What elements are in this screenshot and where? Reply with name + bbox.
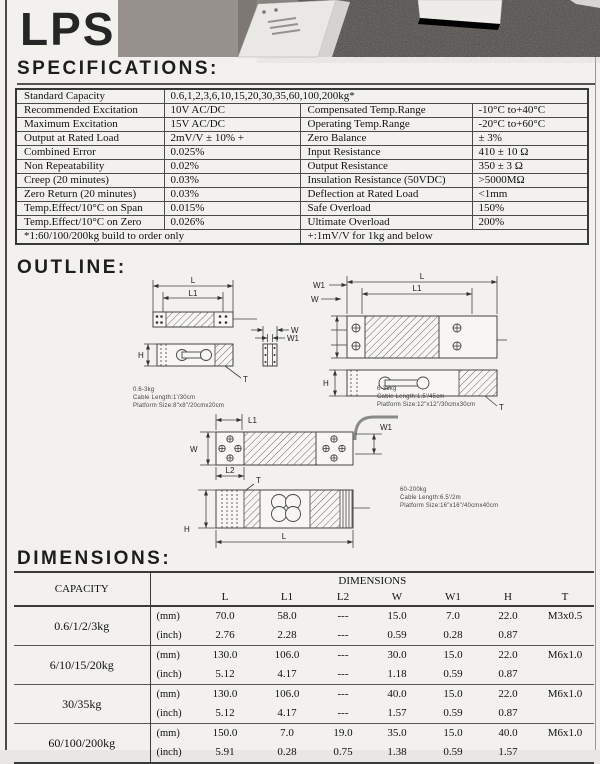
dims-cell: 0.75 [333,746,353,758]
dims-cell: --- [337,629,349,641]
caption-platform: Platform Size:16"x16"/40cmx40cm [400,503,499,510]
dim-label-L1: L1 [248,416,257,425]
dim-label-W1: W1 [380,423,392,432]
dims-cell: 7.0 [426,606,480,626]
dim-label-W: W [190,445,198,454]
dim-label-L2: L2 [225,466,235,475]
dims-unit-cell: (mm) [150,685,194,705]
dims-cell: 106.0 [256,685,318,705]
dims-cell [536,665,594,685]
dims-cell: --- [318,606,368,626]
dims-cell: 22.0 [480,646,536,666]
dims-cell: 1.57 [387,707,407,719]
dim-label-W1: W1 [287,334,299,343]
dim-label-L: L [281,532,287,541]
spec-row [16,104,588,118]
spec-label-cell: Recommended Excitation [16,104,164,118]
spec-value-cell: 410 ± 10 Ω [472,146,588,160]
spec-row [16,118,588,132]
dims-capacity-cell: 60/100/200kg [14,724,150,764]
dims-cell: 2.28 [277,629,297,641]
side-view [138,344,248,384]
dims-cell: 15.0 [426,724,480,744]
product-title: LPS [20,3,116,55]
dims-unit-cell: (mm) [150,646,194,666]
spec-value-cell: -20°C to+60°C [472,118,588,132]
dims-cell: 130.0 [194,685,256,705]
spec-row [16,132,588,146]
dims-cell: 15.0 [426,685,480,705]
dims-cell: 40.0 [480,724,536,744]
spec-label-cell: Input Resistance [300,146,472,160]
dims-cell: 15.0 [426,646,480,666]
dims-col-W1: W1 [426,589,480,606]
dim-label-T: T [243,375,248,384]
dims-cell: 22.0 [480,606,536,626]
spec-value-cell: 0.02% [164,160,300,174]
dims-capacity-cell: 0.6/1/2/3kg [14,606,150,646]
dims-capacity-header: CAPACITY [14,572,150,606]
spec-value-cell: 0.03% [164,188,300,202]
dims-col-L1: L1 [256,589,318,606]
dims-cell: 35.0 [368,724,426,744]
dims-cell: 22.0 [480,685,536,705]
dim-label-L: L [190,276,196,285]
dims-cell: 0.59 [443,707,463,719]
spec-label-cell: Combined Error [16,146,164,160]
dims-cell: 150.0 [194,724,256,744]
dims-cell: 1.18 [387,668,407,680]
dims-cell: 0.87 [498,668,518,680]
dims-cell: 0.59 [443,746,463,758]
dims-cell: 106.0 [256,646,318,666]
spec-label-cell: Safe Overload [300,202,472,216]
dims-col-W: W [368,589,426,606]
end-view [251,326,300,366]
dims-cell: 4.17 [277,668,297,680]
dims-cell: 19.0 [318,724,368,744]
dims-cell: 4.17 [277,707,297,719]
dims-cell: 0.59 [387,629,407,641]
spec-value-cell: 15V AC/DC [164,118,300,132]
caption-range: 6-35kg [377,386,397,392]
caption-cable: Cable Length:6.5'/2m [400,495,461,502]
spec-row [16,146,588,160]
caption-platform: Platform Size:8"x8"/20cmx20cm [133,403,225,410]
product-photo [118,0,600,57]
dims-cell: --- [318,646,368,666]
dims-cell: 130.0 [194,646,256,666]
dim-label-T: T [499,403,504,412]
spec-value-cell: <1mm [472,188,588,202]
spec-label-cell: Creep (20 minutes) [16,174,164,188]
dims-cell: 0.59 [443,668,463,680]
spec-label-cell: Zero Return (20 minutes) [16,188,164,202]
dims-row-mm [14,685,594,705]
outline-heading: OUTLINE: [17,257,127,278]
dim-label-H: H [184,525,190,534]
dims-unit-cell: (mm) [150,606,194,626]
spec-label-cell: Temp.Effect/10°C on Zero [16,216,164,230]
caption-range: 60-200kg [400,487,427,493]
dims-capacity-cell: 30/35kg [14,685,150,724]
specifications-heading: SPECIFICATIONS: [17,58,219,79]
spec-row [16,89,588,104]
spec-label-cell: Deflection at Rated Load [300,188,472,202]
dims-cell: 58.0 [256,606,318,626]
dimensions-heading: DIMENSIONS: [17,548,172,569]
dimensions-table [14,571,594,764]
spec-label-cell: Temp.Effect/10°C on Span [16,202,164,216]
dims-header-row [14,572,594,589]
dims-row-mm [14,606,594,626]
dims-row-mm [14,724,594,744]
spec-value-cell: ± 3% [472,132,588,146]
bottom-view [184,490,370,534]
dims-cell: 1.57 [498,746,518,758]
dims-cell: M3x0.5 [536,606,594,626]
dims-cell: 0.28 [277,746,297,758]
specifications-rule [17,83,595,85]
dim-label-L1: L1 [412,284,422,293]
dim-label-W: W [291,326,299,335]
dims-cell: 0.87 [498,629,518,641]
spec-label-cell: Compensated Temp.Range [300,104,472,118]
dims-cell: --- [337,707,349,719]
dims-cell: 70.0 [194,606,256,626]
dims-cell: M6x1.0 [536,646,594,666]
dims-cell: 1.38 [387,746,407,758]
dim-label-W1: W1 [313,281,325,290]
dims-unit-cell: (inch) [156,630,182,641]
dim-label-H: H [138,351,144,360]
spec-value-cell: 0.03% [164,174,300,188]
spec-value-cell: 200% [472,216,588,230]
dims-cell: 5.12 [215,707,235,719]
spec-value-cell: 350 ± 3 Ω [472,160,588,174]
spec-footnote-right: +:1mV/V for 1kg and below [300,230,588,245]
dims-col-L2: L2 [318,589,368,606]
spec-row [16,160,588,174]
spec-label-cell: Insulation Resistance (50VDC) [300,174,472,188]
spec-row [16,216,588,230]
dims-cell [536,626,594,646]
dims-cell: 0.28 [443,629,463,641]
spec-footnote-row [16,230,588,245]
dims-unit-cell: (inch) [156,747,182,758]
dims-cell [536,704,594,724]
spec-label-cell: Output at Rated Load [16,132,164,146]
dims-cell: 2.76 [215,629,235,641]
spec-label-cell: Non Repeatability [16,160,164,174]
specifications-table [15,88,589,245]
spec-value-cell: 10V AC/DC [164,104,300,118]
spec-value-cell: 0.026% [164,216,300,230]
dims-capacity-cell: 6/10/15/20kg [14,646,150,685]
page-left-edge [5,0,7,750]
dims-cell: 40.0 [368,685,426,705]
top-view [190,417,398,465]
dim-label-H: H [323,379,329,388]
spec-value-cell: 2mV/V ± 10% + [164,132,300,146]
top-view [347,316,507,358]
dims-cell: 15.0 [368,606,426,626]
spec-value-cell: 0.6,1,2,3,6,10,15,20,30,35,60,100,200kg* [164,89,588,104]
drawing-caption-large [400,486,498,510]
spec-value-cell: 0.015% [164,202,300,216]
dims-col-T: T [536,589,594,606]
spec-label-cell: Standard Capacity [16,89,164,104]
drawing-caption-medium [377,385,475,409]
caption-platform: Platform Size:12"x12"/30cmx30cm [377,402,476,409]
spec-row [16,202,588,216]
spec-label-cell: Maximum Excitation [16,118,164,132]
spec-footnote-left: *1:60/100/200kg build to order only [16,230,300,245]
spec-row [16,188,588,202]
dims-col-L: L [194,589,256,606]
drawing-caption-small [133,386,224,410]
spec-label-cell: Operating Temp.Range [300,118,472,132]
dims-unit-cell: (mm) [150,724,194,744]
dim-label-L1: L1 [188,289,198,298]
dims-cell: 0.87 [498,707,518,719]
spec-value-cell: 0.025% [164,146,300,160]
dims-cell: 5.12 [215,668,235,680]
spec-row [16,174,588,188]
dims-cell: --- [318,685,368,705]
spec-value-cell: 150% [472,202,588,216]
dim-label-L: L [419,272,425,281]
dims-cell: 30.0 [368,646,426,666]
spec-label-cell: Ultimate Overload [300,216,472,230]
page-right-edge [595,57,596,750]
caption-cable: Cable Length:1'/30cm [133,395,196,402]
caption-cable: Cable Length:1.5'/45cm [377,394,445,401]
spec-value-cell: -10°C to+40°C [472,104,588,118]
dims-cell: --- [337,668,349,680]
dims-col-H: H [480,589,536,606]
dims-cell: M6x1.0 [536,685,594,705]
dims-subheader-spacer [150,589,194,606]
dims-dimensions-header: DIMENSIONS [338,575,407,587]
spec-value-cell: >5000MΩ [472,174,588,188]
spec-label-cell: Zero Balance [300,132,472,146]
dim-label-T: T [256,476,261,485]
caption-range: 0.6-3kg [133,387,155,393]
dims-cell [536,743,594,763]
dims-row-mm [14,646,594,666]
top-view [153,312,257,327]
dim-label-W: W [311,295,319,304]
dims-cell: M6x1.0 [536,724,594,744]
dims-cell: 7.0 [256,724,318,744]
dims-unit-cell: (inch) [156,708,182,719]
spec-label-cell: Output Resistance [300,160,472,174]
dims-unit-cell: (inch) [156,669,182,680]
dims-cell: 5.91 [215,746,235,758]
